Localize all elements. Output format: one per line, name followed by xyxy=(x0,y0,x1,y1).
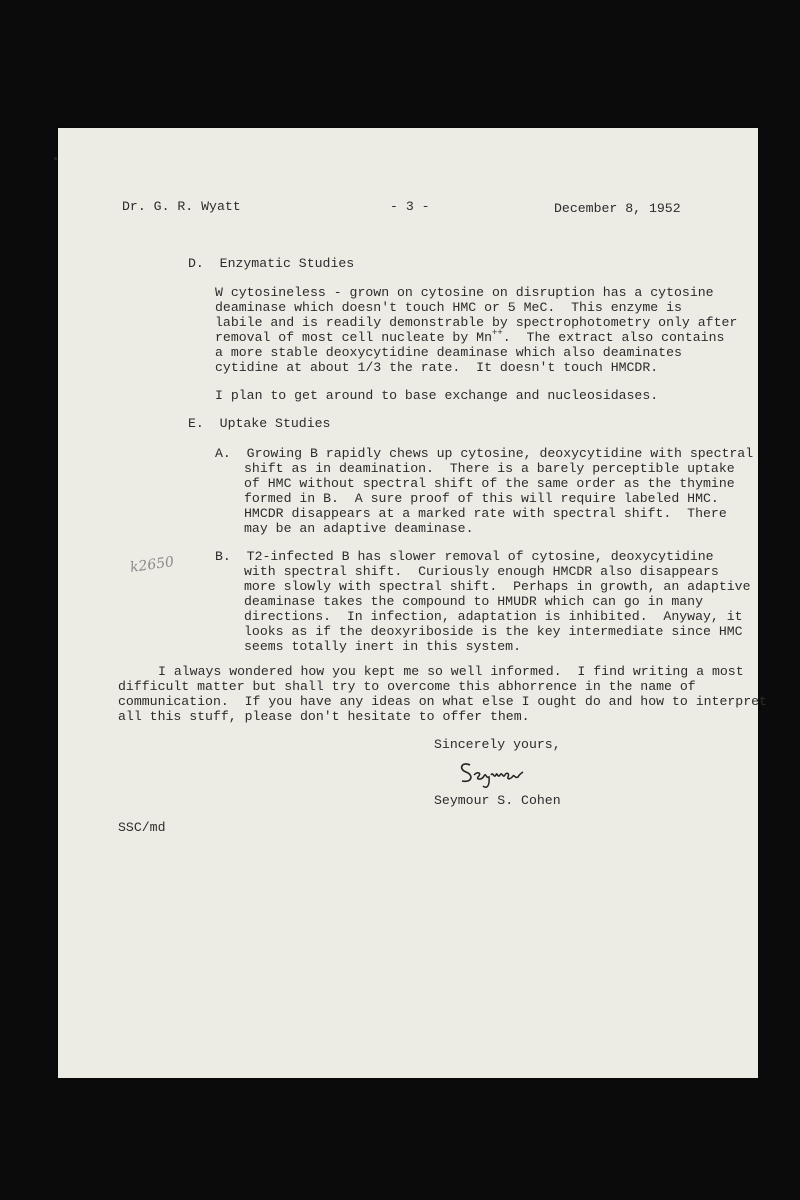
item-b-line: directions. In infection, adaptation is inhibited. Anyway, it xyxy=(244,609,743,624)
item-a-line: HMCDR disappears at a marked rate with spectral shift. There xyxy=(244,506,727,521)
item-a-line: formed in B. A sure proof of this will require labeled HMC. xyxy=(244,491,719,506)
closing-line: all this stuff, please don't hesitate to offer them. xyxy=(118,709,530,724)
item-b-line: deaminase takes the compound to HMUDR which can go in many xyxy=(244,594,703,609)
paragraph-line: labile and is readily demonstrable by spectrophotometry only after xyxy=(215,315,738,330)
item-b-line: looks as if the deoxyriboside is the key intermediate since HMC xyxy=(244,624,743,639)
paragraph-line: W cytosineless - grown on cytosine on disruption has a cytosine xyxy=(215,285,714,300)
page-number: - 3 - xyxy=(390,199,430,214)
handwritten-signature xyxy=(456,757,526,791)
closing-line: communication. If you have any ideas on what else I ought do and how to interpret xyxy=(118,694,767,709)
paragraph-line: removal of most cell nucleate by Mn++. The extract also contains xyxy=(215,328,725,345)
section-heading-d: D. Enzymatic Studies xyxy=(188,256,355,271)
section-heading-e: E. Uptake Studies xyxy=(188,416,331,431)
item-a-line: may be an adaptive deaminase. xyxy=(244,521,474,536)
paragraph-line: deaminase which doesn't touch HMC or 5 MeC. This enzyme is xyxy=(215,300,682,315)
typed-name: Seymour S. Cohen xyxy=(434,793,561,808)
paper-speck xyxy=(54,157,57,160)
mn-superscript: ++ xyxy=(491,328,503,338)
closing-line: difficult matter but shall try to overcome this abhorrence in the name of xyxy=(118,679,696,694)
recipient: Dr. G. R. Wyatt xyxy=(122,199,241,214)
paragraph-line: a more stable deoxycytidine deaminase which also deaminates xyxy=(215,345,682,360)
item-b-line: B. T2-infected B has slower removal of cytosine, deoxycytidine xyxy=(215,549,714,564)
typist-initials: SSC/md xyxy=(118,820,166,835)
closing-line: I always wondered how you kept me so well informed. I find writing a most xyxy=(158,664,744,679)
letter-date: December 8, 1952 xyxy=(554,201,681,216)
paragraph-line: cytidine at about 1/3 the rate. It doesn't touch HMCDR. xyxy=(215,360,659,375)
item-b-line: more slowly with spectral shift. Perhaps in growth, an adaptive xyxy=(244,579,751,594)
salutation: Sincerely yours, xyxy=(434,737,561,752)
item-b-line: seems totally inert in this system. xyxy=(244,639,521,654)
paragraph-line: I plan to get around to base exchange and nucleosidases. xyxy=(215,388,659,403)
item-a-line: of HMC without spectral shift of the same order as the thymine xyxy=(244,476,735,491)
item-b-line: with spectral shift. Curiously enough HMCDR also disappears xyxy=(244,564,719,579)
pencil-annotation: k2650 xyxy=(129,554,176,576)
item-a-line: shift as in deamination. There is a barely perceptible uptake xyxy=(244,461,735,476)
item-a-line: A. Growing B rapidly chews up cytosine, deoxycytidine with spectral xyxy=(215,446,754,461)
